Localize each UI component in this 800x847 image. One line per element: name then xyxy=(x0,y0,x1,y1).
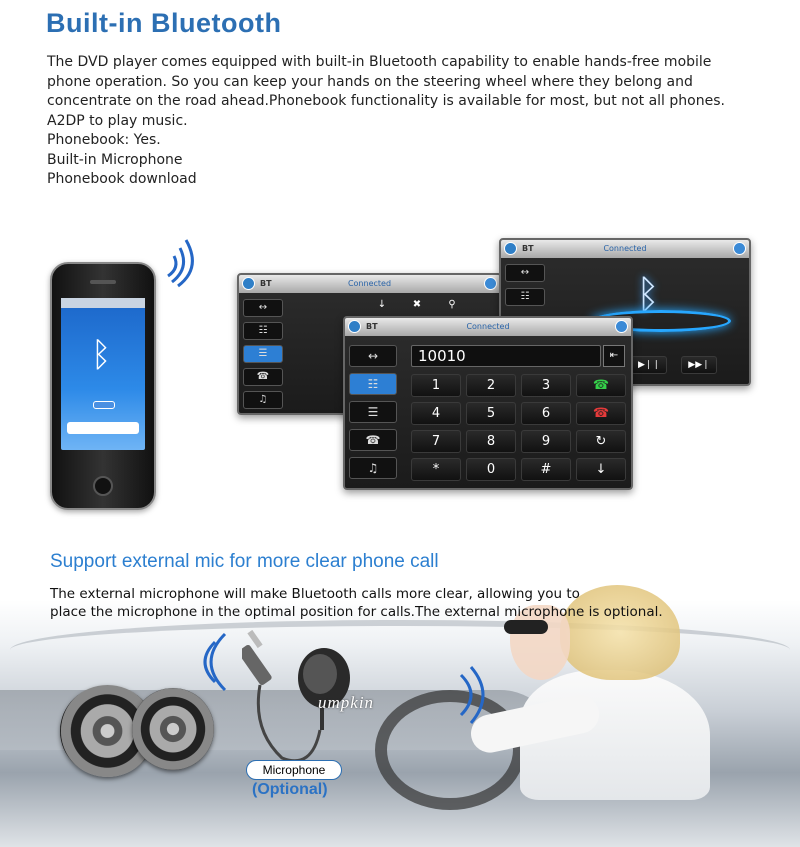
call-icon[interactable]: ☎ xyxy=(576,374,626,397)
backspace-icon[interactable]: ⇤ xyxy=(603,345,625,367)
music-icon[interactable]: ♫ xyxy=(243,391,283,409)
keypad-icon[interactable]: ☷ xyxy=(505,288,545,306)
key-1[interactable]: 1 xyxy=(411,374,461,397)
connection-status: Connected xyxy=(347,279,392,288)
bt-label: BT xyxy=(260,279,272,288)
earpiece xyxy=(90,280,116,284)
intro-line: A2DP to play music. xyxy=(47,112,188,129)
key-8[interactable]: 8 xyxy=(466,430,516,453)
intro-line: Built-in Microphone xyxy=(47,151,183,168)
bt-menu-icon[interactable]: ↔ xyxy=(243,299,283,317)
screen-header xyxy=(239,275,500,293)
key-star[interactable]: * xyxy=(411,458,461,481)
back-icon[interactable] xyxy=(484,277,497,290)
voice-wave-icon xyxy=(455,665,495,725)
transfer-icon[interactable]: ↻ xyxy=(576,430,626,453)
key-7[interactable]: 7 xyxy=(411,430,461,453)
key-6[interactable]: 6 xyxy=(521,402,571,425)
key-5[interactable]: 5 xyxy=(466,402,516,425)
intro-text xyxy=(47,53,767,190)
speaker-wave-icon xyxy=(185,632,235,692)
screen-header xyxy=(345,318,631,336)
mute-mic-icon[interactable]: ↓ xyxy=(576,458,626,481)
pair-button xyxy=(67,422,139,434)
intro-line: phone operation. So you can keep your hands on the steering wheel where they belong and xyxy=(47,73,693,90)
home-button-icon xyxy=(93,476,113,496)
speaker-right-icon xyxy=(132,688,214,770)
call-log-icon[interactable]: ☎ xyxy=(243,368,283,386)
bt-menu-icon[interactable]: ↔ xyxy=(505,264,545,282)
call-log-icon[interactable]: ☎ xyxy=(349,429,397,451)
key-hash[interactable]: # xyxy=(521,458,571,481)
phone-screen xyxy=(61,298,145,450)
key-9[interactable]: 9 xyxy=(521,430,571,453)
keypad-icon[interactable]: ☷ xyxy=(243,322,283,340)
intro-line: concentrate on the road ahead.Phonebook functionality is available for most, but not all phones. xyxy=(47,93,725,109)
phone-status-bar xyxy=(61,298,145,308)
page-title: Built-in Bluetooth xyxy=(46,8,282,38)
contacts-icon[interactable]: ☰ xyxy=(243,345,283,363)
next-track-button[interactable]: ▶▶❘ xyxy=(681,356,717,374)
intro-line: Phonebook: Yes. xyxy=(47,132,161,148)
intro-line: The DVD player comes equipped with built-in Bluetooth capability to enable hands-free mobile xyxy=(47,54,712,70)
smartphone-image xyxy=(50,262,156,510)
sunglasses xyxy=(504,620,548,634)
key-2[interactable]: 2 xyxy=(466,374,516,397)
key-4[interactable]: 4 xyxy=(411,402,461,425)
optional-label: (Optional) xyxy=(252,781,328,798)
bt-label: BT xyxy=(522,244,534,253)
intro-line: Phonebook download xyxy=(47,171,197,187)
connection-status: Connected xyxy=(466,322,510,331)
download-icon[interactable]: ↓ xyxy=(377,299,387,310)
bluetooth-music-icon: ᛒ xyxy=(636,272,660,318)
play-pause-button[interactable]: ▶❘❘ xyxy=(631,356,667,374)
brand-logo: umpkin xyxy=(318,693,375,712)
connection-status: Connected xyxy=(603,244,647,253)
keypad-icon[interactable]: ☷ xyxy=(349,373,397,395)
mic-section-text xyxy=(50,585,770,621)
hang-up-icon[interactable]: ☎ xyxy=(576,402,626,425)
bt-label: BT xyxy=(366,322,378,331)
contacts-icon[interactable]: ☰ xyxy=(349,401,397,423)
dial-number-display[interactable]: 10010 xyxy=(411,345,601,367)
head-unit-dialer-screen xyxy=(343,316,633,490)
back-icon[interactable] xyxy=(615,320,628,333)
bluetooth-icon: ᛒ xyxy=(91,335,112,375)
mic-text-line: The external microphone will make Bluetooth calls more clear, allowing you to xyxy=(50,586,580,602)
key-0[interactable]: 0 xyxy=(466,458,516,481)
signal-waves-icon xyxy=(160,238,210,288)
bt-menu-icon[interactable]: ↔ xyxy=(349,345,397,367)
delete-icon[interactable]: ✖ xyxy=(412,299,422,310)
back-icon[interactable] xyxy=(733,242,746,255)
microphone-label: Microphone xyxy=(246,760,342,780)
mic-section-title: Support external mic for more clear phone call xyxy=(50,551,439,572)
key-3[interactable]: 3 xyxy=(521,374,571,397)
bluetooth-toggle xyxy=(93,401,115,409)
mic-text-line: place the microphone in the optimal position for calls.The external microphone is optional. xyxy=(50,604,663,620)
search-icon[interactable]: ⚲ xyxy=(448,299,456,310)
screen-header xyxy=(501,240,749,258)
music-icon[interactable]: ♫ xyxy=(349,457,397,479)
